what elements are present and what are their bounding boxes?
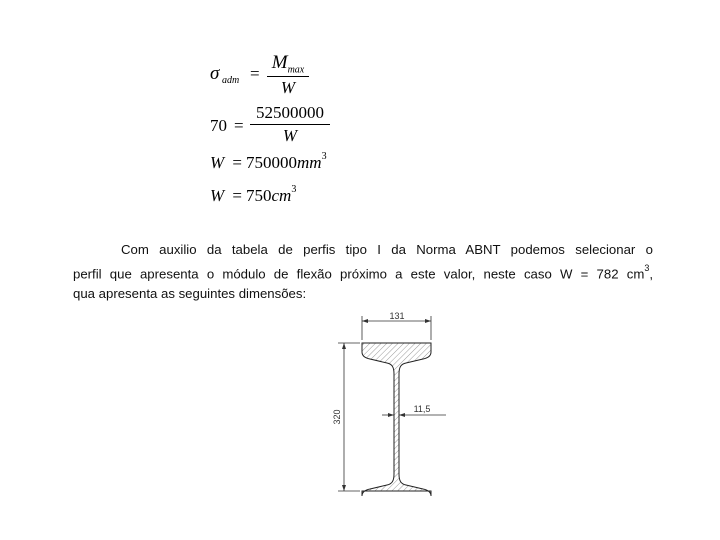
- dim-top-arrow-left: [362, 319, 368, 323]
- dim-web-thickness-label: 11,5: [413, 404, 431, 414]
- lhs-value: 70: [210, 116, 227, 135]
- unit-exponent: 3: [291, 184, 297, 196]
- numerator-m: M: [271, 52, 288, 73]
- dim-web-arrow-left: [388, 413, 394, 417]
- paragraph-line-3: qua apresenta as seguintes dimensões:: [73, 286, 307, 302]
- lhs-w: W: [210, 186, 225, 205]
- i-beam-section-hatched: [362, 343, 431, 496]
- lhs-w: W: [210, 153, 225, 172]
- unit-cm: cm: [271, 186, 292, 205]
- dim-top-arrow-right: [425, 319, 431, 323]
- equals-sign: =: [234, 116, 244, 135]
- equals-sign: =: [250, 64, 260, 83]
- paragraph-line-1: Com auxilio da tabela de perfis tipo I da Norma ABNT podemos selecionar o: [121, 242, 653, 257]
- denominator-w: W: [282, 126, 298, 145]
- paragraph-line-2-end: ,: [649, 266, 653, 282]
- paragraph-line-2-text: perfil que apresenta o módulo de flexão próximo a este valor, neste caso W = 782 cm: [73, 266, 645, 282]
- w-value: 750: [246, 186, 272, 205]
- unit-mm: mm: [297, 153, 322, 172]
- numerator-moment: 52500000: [256, 103, 324, 122]
- paragraph-line-2-exponent: 3: [644, 263, 650, 273]
- dim-left-arrow-top: [342, 343, 346, 349]
- sigma-symbol: σ: [210, 63, 220, 84]
- numerator-subscript: max: [287, 64, 305, 76]
- dim-left-arrow-bottom: [342, 485, 346, 491]
- denominator-w: W: [280, 78, 296, 98]
- equals-sign: =: [232, 186, 243, 205]
- dim-web-arrow-right: [399, 413, 405, 417]
- w-value: 750000: [246, 153, 298, 172]
- equals-sign: =: [232, 153, 243, 172]
- sigma-subscript: adm: [222, 75, 240, 86]
- dim-flange-width-label: 131: [389, 311, 405, 321]
- unit-exponent: 3: [321, 151, 327, 163]
- dim-height-label: 320: [332, 409, 342, 425]
